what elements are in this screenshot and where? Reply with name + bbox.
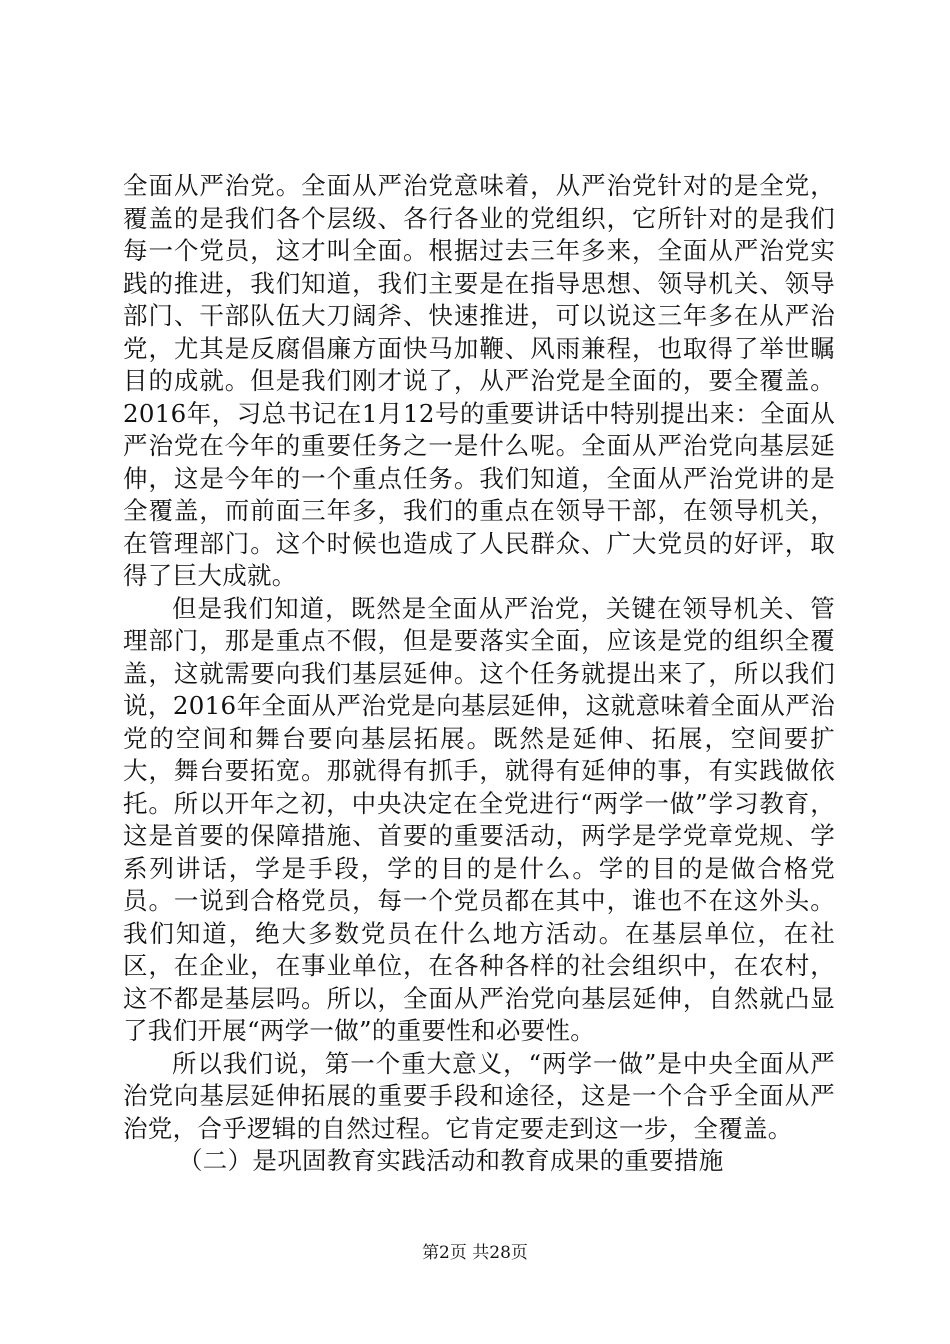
paragraph-2: 但是我们知道，既然是全面从严治党，关键在领导机关、管理部门，那是重点不假，但是要落实全面，应该是党的组织全覆盖，这就需要向我们基层延伸。这个任务就提出来了，所以我们说，2016年全面从严治党是向基层延伸，这就意味着全面从严治党的空间和舞台要向基层拓展。既然是延伸、拓展，空间要扩大，舞台要拓宽。那就得有抓手，就得有延伸的事，有实践做依托。所以开年之初，中央决定在全党进行“两学一做”学习教育，这是首要的保障措施、首要的重要活动，两学是学党章党规、学系列讲话，学是手段，学的目的是什么。学的目的是做合格党员。一说到合格党员，每一个党员都在其中，谁也不在这外头。我们知道，绝大多数党员在什么地方活动。在基层单位，在社区，在企业，在事业单位，在各种各样的社会组织中，在农村，这不都是基层吗。所以，全面从严治党向基层延伸，自然就凸显了我们开展“两学一做”的重要性和必要性。	[123, 593, 835, 1045]
paragraph-3: 所以我们说，第一个重大意义，“两学一做”是中央全面从严治党向基层延伸拓展的重要手段和途径，这是一个合乎全面从严治党，合乎逻辑的自然过程。它肯定要走到这一步，全覆盖。	[123, 1048, 835, 1143]
document-body	[123, 170, 835, 1178]
paragraph-1: 全面从严治党。全面从严治党意味着，从严治党针对的是全党，覆盖的是我们各个层级、各行各业的党组织，它所针对的是我们每一个党员，这才叫全面。根据过去三年多来，全面从严治党实践的推进，我们知道，我们主要是在指导思想、领导机关、领导部门、干部队伍大刀阔斧、快速推进，可以说这三年多在从严治党，尤其是反腐倡廉方面快马加鞭、风雨兼程，也取得了举世瞩目的成就。但是我们刚才说了，从严治党是全面的，要全覆盖。2016年，习总书记在1月12号的重要讲话中特别提出来：全面从严治党在今年的重要任务之一是什么呢。全面从严治党向基层延伸，这是今年的一个重点任务。我们知道，全面从严治党讲的是全覆盖，而前面三年多，我们的重点在领导干部，在领导机关，在管理部门。这个时候也造成了人民群众、广大党员的好评，取得了巨大成就。	[123, 171, 835, 590]
page-number-footer: 第2页 共28页	[422, 1243, 528, 1263]
section-heading: （二）是巩固教育实践活动和教育成果的重要措施	[178, 1146, 724, 1175]
